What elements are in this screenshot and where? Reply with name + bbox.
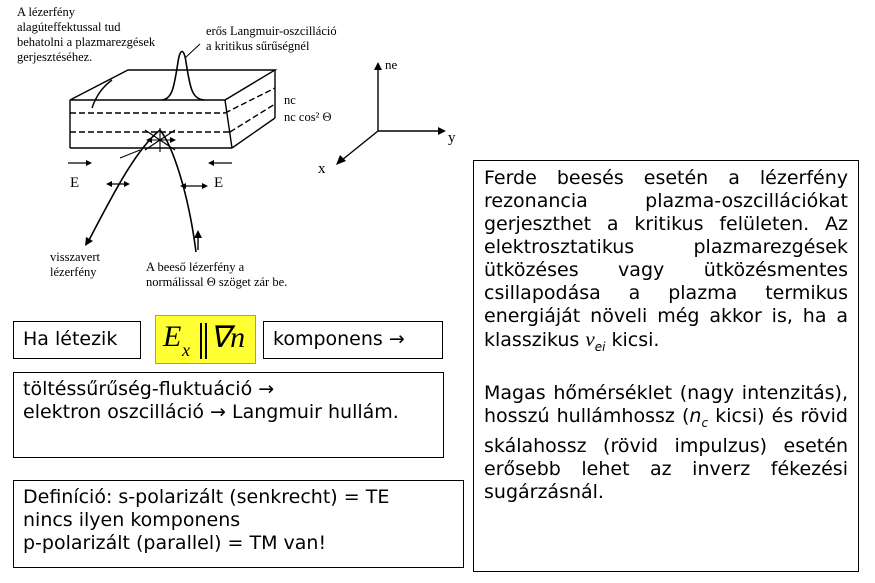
label-tunneling: A lézerfény alagúteffektussal tud behatolni a plazmarezgések gerjesztéséhez. [17,5,156,64]
komponens-text: komponens → [273,328,405,350]
axis-label-y: y [448,130,456,146]
label-e-right: E [214,175,224,191]
definition-box [13,480,464,568]
nu-symbol: ν [585,327,595,351]
plasma-diagram [0,0,470,310]
langmuir-peak [162,52,204,101]
formula-box [155,315,256,364]
komponens-box [263,321,443,359]
formula-ex-sub: x [182,340,190,360]
paragraph-1-text: Ferde beesés esetén a lézerfény rezonancia plazma-oszcillációkat gerjeszthet a kritikus felületen. Az elektrosztatikus plazmarezgések ütközéses vagy ütközésmentes csillapodása a plazma termikus energiáját növeli még akkor is, ha a klasszikus [484,167,848,351]
e-field-arrows-right [180,160,232,189]
nc-dashed-side [225,88,275,113]
paragraph-2-end: kicsi) és rövid skálahossz (rövid impulzus) esetén erősebb lehet az inverz fékezési sugárzásnál. [484,404,848,503]
explanation-paragraph-2 [484,382,848,504]
explanation-box [473,160,859,572]
definition-line-1: Definíció: s-polarizált (senkrecht) = TE [23,486,390,508]
label-nc-cos: nc cos² Θ [284,110,332,124]
slab-top-face [70,70,275,100]
slab-front-right-edge [225,100,232,148]
nu-subscript: ei [594,339,606,354]
label-reflected: visszavert lézerfény [50,250,100,279]
formula-bar-1 [200,323,202,359]
paragraph-1-end: kicsi. [611,329,660,351]
label-nc: nc [284,93,296,107]
axis-label-x: x [318,161,326,177]
axis-label-ne: ne [385,57,398,72]
formula-grad: ∇n [210,321,246,354]
definition-line-3: p-polarizált (parallel) = TM van! [23,532,327,554]
definition-line-2: nincs ilyen komponens [23,509,241,531]
fluctuation-box [13,372,444,458]
nc-subscript: c [701,415,709,430]
formula-bar-2 [205,323,207,359]
fluctuation-line-1: töltéssűrűség-fluktuáció → [23,378,275,400]
explanation-paragraph-1 [484,167,848,359]
paragraph-2-start: Magas hőmérséklet (nagy intenzitás), hosszú hullámhossz ( [484,381,848,427]
ha-letezik-text: Ha létezik [23,328,118,350]
fluctuation-line-2: elektron oszcilláció → Langmuir hullám. [23,401,399,423]
nc-symbol: n [689,404,702,427]
slab-side-bottom-edge [232,118,275,148]
ha-letezik-box [13,321,141,359]
nccos-dashed-side [230,104,275,132]
label-langmuir: erős Langmuir-oszcilláció a kritikus sűrűségnél [206,24,337,53]
label-incident: A beeső lézerfény a normálissal Θ szöget zár be. [146,260,288,289]
label-e-left: E [70,175,80,191]
coordinate-axes [336,62,446,165]
formula-ex: E [163,320,182,353]
